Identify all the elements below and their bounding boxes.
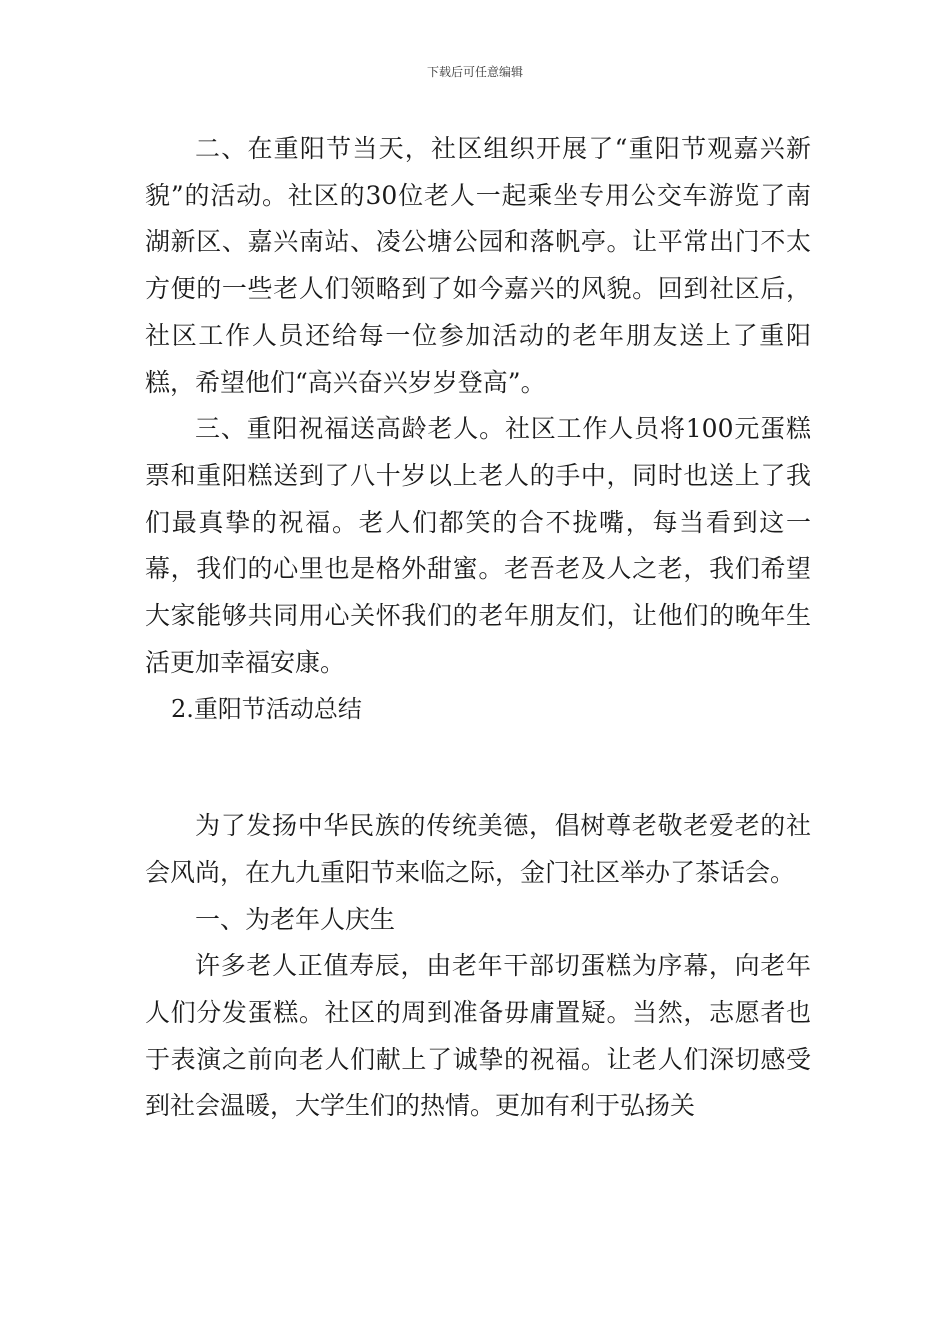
document-body bbox=[145, 126, 811, 1130]
section-spacer bbox=[145, 733, 811, 803]
paragraph-activity-two: 二、在重阳节当天，社区组织开展了“重阳节观嘉兴新貌”的活动。社区的30位老人一起乘坐专用公交车游览了南湖新区、嘉兴南站、凌公塘公园和落帆亭。让平常出门不太方便的一些老人们领略到了如今嘉兴的风貌。回到社区后，社区工作人员还给每一位参加活动的老年朋友送上了重阳糕，希望他们“高兴奋兴岁岁登高”。 bbox=[145, 134, 811, 397]
page-header-note: 下载后可任意编辑 bbox=[426, 65, 523, 79]
paragraph-summary-intro: 为了发扬中华民族的传统美德，倡树尊老敬老爱老的社会风尚，在九九重阳节来临之际，金门社区举办了茶话会。 bbox=[145, 811, 811, 887]
paragraph-activity-three: 三、重阳祝福送高龄老人。社区工作人员将100元蛋糕票和重阳糕送到了八十岁以上老人的手中，同时也送上了我们最真挚的祝福。老人们都笑的合不拢嘴，每当看到这一幕，我们的心里也是格外甜蜜。老吾老及人之老，我们希望大家能够共同用心关怀我们的老年朋友们，让他们的晚年生活更加幸福安康。 bbox=[145, 414, 811, 677]
paragraph-birthday-detail: 许多老人正值寿辰，由老年干部切蛋糕为序幕，向老年人们分发蛋糕。社区的周到准备毋庸置疑。当然，志愿者也于表演之前向老人们献上了诚挚的祝福。让老人们深切感受到社会温暖，大学生们的热情。更加有利于弘扬关 bbox=[145, 951, 811, 1121]
subheading-birthday: 一、为老年人庆生 bbox=[195, 904, 396, 934]
section-heading: 2.重阳节活动总结 bbox=[171, 695, 362, 724]
